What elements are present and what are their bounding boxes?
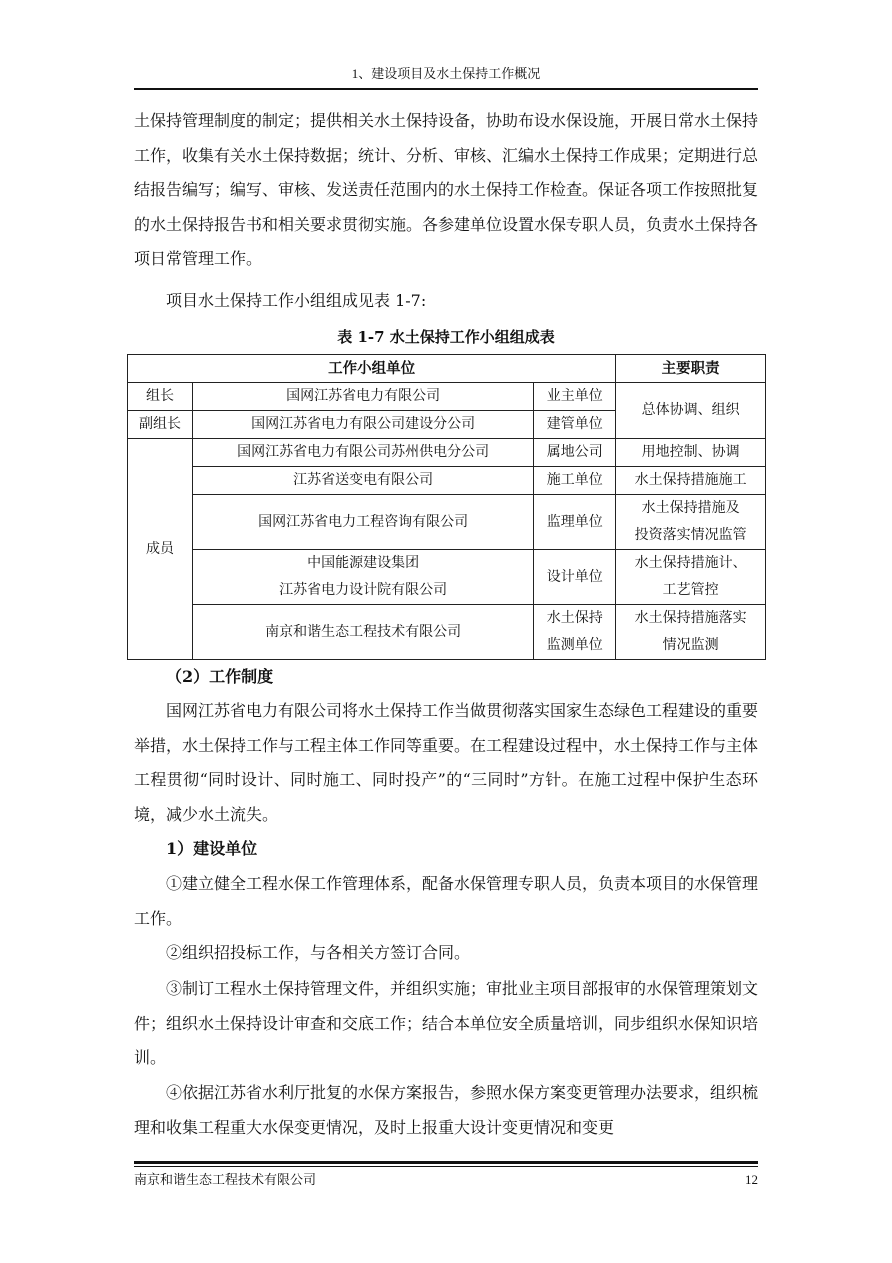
org-line: 中国能源建设集团 bbox=[307, 555, 420, 571]
paragraph-table-intro: 项目水土保持工作小组组成见表 1-7: bbox=[166, 291, 427, 310]
type-cell: 监理单位 bbox=[534, 495, 616, 550]
duty-cell bbox=[616, 550, 766, 605]
org-cell: 国网江苏省电力工程咨询有限公司 bbox=[192, 495, 533, 550]
org-cell: 国网江苏省电力有限公司苏州供电分公司 bbox=[192, 439, 533, 467]
role-cell: 成员 bbox=[128, 439, 193, 660]
header-rule bbox=[134, 88, 758, 90]
org-cell: 国网江苏省电力有限公司 bbox=[192, 383, 533, 411]
org-cell: 江苏省送变电有限公司 bbox=[192, 467, 533, 495]
table-row bbox=[128, 495, 766, 550]
page-footer bbox=[134, 1170, 758, 1190]
type-cell: 属地公司 bbox=[534, 439, 616, 467]
duty-line: 水土保持措施及 bbox=[641, 500, 740, 516]
table-row bbox=[128, 550, 766, 605]
duty-cell: 用地控制、协调 bbox=[616, 439, 766, 467]
page-header: 1、建设项目及水土保持工作概况 bbox=[351, 66, 541, 81]
header-duty: 主要职责 bbox=[616, 355, 766, 383]
duty-cell: 水土保持措施施工 bbox=[616, 467, 766, 495]
duty-line: 投资落实情况监管 bbox=[634, 527, 747, 543]
list-item: ②组织招投标工作，与各相关方签订合同。 bbox=[166, 943, 471, 962]
org-cell: 国网江苏省电力有限公司建设分公司 bbox=[192, 411, 533, 439]
org-cell: 南京和谐生态工程技术有限公司 bbox=[192, 605, 533, 660]
header-unit: 工作小组单位 bbox=[128, 355, 616, 383]
table-row bbox=[128, 467, 766, 495]
role-cell: 副组长 bbox=[128, 411, 193, 439]
type-cell: 业主单位 bbox=[534, 383, 616, 411]
duty-line: 水土保持措施计、 bbox=[634, 555, 747, 571]
type-cell: 施工单位 bbox=[534, 467, 616, 495]
org-line: 江苏省电力设计院有限公司 bbox=[279, 582, 448, 598]
duty-line: 水土保持措施落实 bbox=[634, 610, 747, 626]
footer-rule bbox=[134, 1161, 758, 1164]
footer-organization: 南京和谐生态工程技术有限公司 bbox=[134, 1172, 317, 1187]
work-group-table bbox=[127, 354, 766, 660]
table-header-row bbox=[128, 355, 766, 383]
table-row bbox=[128, 383, 766, 411]
list-item: ①建立健全工程水保工作管理体系，配备水保管理专职人员，负责本项目的水保管理工作。 bbox=[134, 874, 759, 928]
type-cell bbox=[534, 605, 616, 660]
section-heading-work-system: （2）工作制度 bbox=[166, 667, 274, 686]
type-line: 监测单位 bbox=[546, 637, 603, 653]
duty-line: 情况监测 bbox=[662, 637, 719, 653]
paragraph-management-duties: 土保持管理制度的制定；提供相关水土保持设备，协助布设水保设施，开展日常水土保持工作，收集有关水土保持数据；统计、分析、审核、汇编水土保持工作成果；定期进行总结报告编写；编写、审核、发送责任范围内的水土保持工作检查。保证各项工作按照批复的水土保持报告书和相关要求贯彻实施。各参建单位设置水保专职人员，负责水土保持各项日常管理工作。 bbox=[134, 111, 759, 268]
type-line: 水土保持 bbox=[546, 610, 603, 626]
page-number: 12 bbox=[745, 1172, 758, 1187]
table-caption: 表 1-7 水土保持工作小组组成表 bbox=[337, 328, 555, 346]
table-row bbox=[128, 605, 766, 660]
duty-cell: 总体协调、组织 bbox=[616, 383, 766, 439]
list-item: ③制订工程水土保持管理文件，并组织实施；审批业主项目部报审的水保管理策划文件；组织水土保持设计审查和交底工作；结合本单位安全质量培训，同步组织水保知识培训。 bbox=[134, 979, 759, 1067]
org-cell bbox=[192, 550, 533, 605]
role-cell: 组长 bbox=[128, 383, 193, 411]
type-cell: 设计单位 bbox=[534, 550, 616, 605]
footer-rule-thin bbox=[134, 1166, 758, 1167]
paragraph-work-system: 国网江苏省电力有限公司将水土保持工作当做贯彻落实国家生态绿色工程建设的重要举措，水土保持工作与工程主体工作同等重要。在工程建设过程中，水土保持工作与主体工程贯彻“同时设计、同时施工、同时投产”的“三同时”方针。在施工过程中保护生态环境，减少水土流失。 bbox=[134, 701, 759, 824]
subsection-heading-construction-unit: 1）建设单位 bbox=[166, 839, 258, 858]
duty-line: 工艺管控 bbox=[662, 582, 719, 598]
table-row bbox=[128, 439, 766, 467]
duty-cell bbox=[616, 605, 766, 660]
type-cell: 建管单位 bbox=[534, 411, 616, 439]
duty-cell bbox=[616, 495, 766, 550]
list-item: ④依据江苏省水利厅批复的水保方案报告，参照水保方案变更管理办法要求，组织梳理和收集工程重大水保变更情况，及时上报重大设计变更情况和变更 bbox=[134, 1083, 759, 1137]
